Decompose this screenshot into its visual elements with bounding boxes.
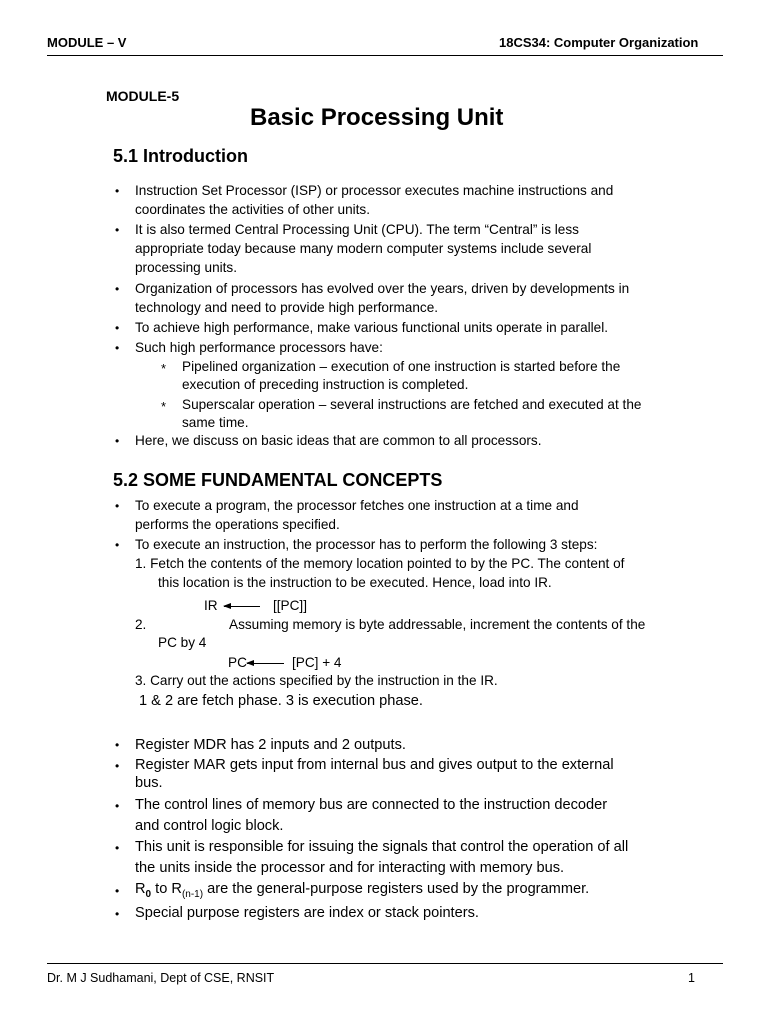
bullet-marker: •	[115, 321, 120, 335]
gp-register-text: are the general-purpose registers used by the programmer.	[207, 881, 590, 897]
concept-text: To execute a program, the processor fetches one instruction at a time and	[135, 498, 579, 513]
bullet-marker: •	[115, 341, 120, 355]
subscript-zero: 0	[145, 888, 152, 900]
register-text: the units inside the processor and for interacting with memory bus.	[135, 860, 565, 876]
register-text: Register MDR has 2 inputs and 2 outputs.	[135, 737, 406, 753]
header-rule	[47, 55, 723, 56]
intro-text: Instruction Set Processor (ISP) or processor executes machine instructions and	[135, 183, 614, 198]
rtl-pc-value: [PC] + 4	[292, 655, 342, 670]
star-marker: *	[161, 399, 167, 414]
footer-rule	[47, 963, 723, 964]
intro-text: appropriate today because many modern computer systems include several	[135, 241, 592, 256]
step-3: 3. Carry out the actions specified by the instruction in the IR.	[135, 673, 498, 688]
bullet-marker: •	[115, 538, 120, 552]
bullet-marker: •	[115, 499, 120, 513]
intro-subitem: execution of preceding instruction is completed.	[182, 377, 469, 392]
bullet-marker: •	[115, 759, 120, 773]
rtl-ir-label: IR	[204, 598, 218, 613]
intro-text: Here, we discuss on basic ideas that are common to all processors.	[135, 433, 542, 448]
bullet-marker: •	[115, 841, 120, 855]
concept-text: performs the operations specified.	[135, 517, 340, 532]
intro-subitem: same time.	[182, 415, 249, 430]
bullet-marker: •	[115, 434, 120, 448]
intro-text: coordinates the activities of other units.	[135, 202, 370, 217]
register-text: Register MAR gets input from internal bus and gives output to the external	[135, 757, 614, 773]
bullet-marker: •	[115, 738, 120, 752]
register-text: Special purpose registers are index or stack pointers.	[135, 905, 479, 921]
step-2-number: 2.	[135, 617, 147, 632]
page-title: Basic Processing Unit	[250, 104, 504, 131]
bullet-marker: •	[115, 799, 120, 813]
header-right: 18CS34: Computer Organization	[499, 35, 699, 50]
bullet-marker: •	[115, 282, 120, 296]
section-heading-concepts: 5.2 SOME FUNDAMENTAL CONCEPTS	[113, 470, 443, 490]
register-text: bus.	[135, 775, 163, 791]
register-to-label: to R	[155, 881, 182, 897]
page-number: 1	[688, 971, 695, 985]
gp-register-line	[135, 881, 589, 900]
intro-text: It is also termed Central Processing Unit (CPU). The term “Central” is less	[135, 222, 579, 237]
star-marker: *	[161, 361, 167, 376]
register-text: The control lines of memory bus are connected to the instruction decoder	[135, 797, 608, 813]
register-r-symbol: R	[135, 881, 146, 897]
step-2: Assuming memory is byte addressable, increment the contents of the	[229, 617, 646, 632]
register-text: This unit is responsible for issuing the signals that control the operation of all	[135, 839, 629, 855]
step-1-cont: this location is the instruction to be executed. Hence, load into IR.	[158, 575, 552, 590]
intro-subitem: Superscalar operation – several instructions are fetched and executed at the	[182, 397, 642, 412]
left-arrow-icon	[224, 606, 260, 607]
rtl-pc-label: PC	[228, 655, 247, 670]
bullet-marker: •	[115, 184, 120, 198]
intro-text: Organization of processors has evolved over the years, driven by developments in	[135, 281, 630, 296]
intro-subitem: Pipelined organization – execution of one instruction is started before the	[182, 359, 621, 374]
step-2-cont: PC by 4	[158, 635, 207, 650]
footer-author: Dr. M J Sudhamani, Dept of CSE, RNSIT	[47, 971, 275, 985]
module-label: MODULE-5	[106, 88, 180, 104]
intro-text: To achieve high performance, make various functional units operate in parallel.	[135, 320, 609, 335]
bullet-marker: •	[115, 223, 120, 237]
bullet-marker: •	[115, 907, 120, 921]
section-heading-intro: 5.1 Introduction	[113, 146, 248, 166]
register-text: and control logic block.	[135, 818, 284, 834]
left-arrow-icon	[247, 663, 284, 664]
subscript-n-minus-1: (n-1)	[181, 888, 204, 900]
phase-note: 1 & 2 are fetch phase. 3 is execution phase.	[139, 693, 423, 709]
concept-text: To execute an instruction, the processor has to perform the following 3 steps:	[135, 537, 598, 552]
rtl-ir-value: [[PC]]	[273, 598, 307, 613]
step-1: 1. Fetch the contents of the memory location pointed to by the PC. The content of	[135, 556, 625, 571]
intro-text: Such high performance processors have:	[135, 340, 383, 355]
intro-text: technology and need to provide high performance.	[135, 300, 439, 315]
header-left: MODULE – V	[47, 35, 127, 50]
bullet-marker: •	[115, 884, 120, 898]
intro-text: processing units.	[135, 260, 238, 275]
